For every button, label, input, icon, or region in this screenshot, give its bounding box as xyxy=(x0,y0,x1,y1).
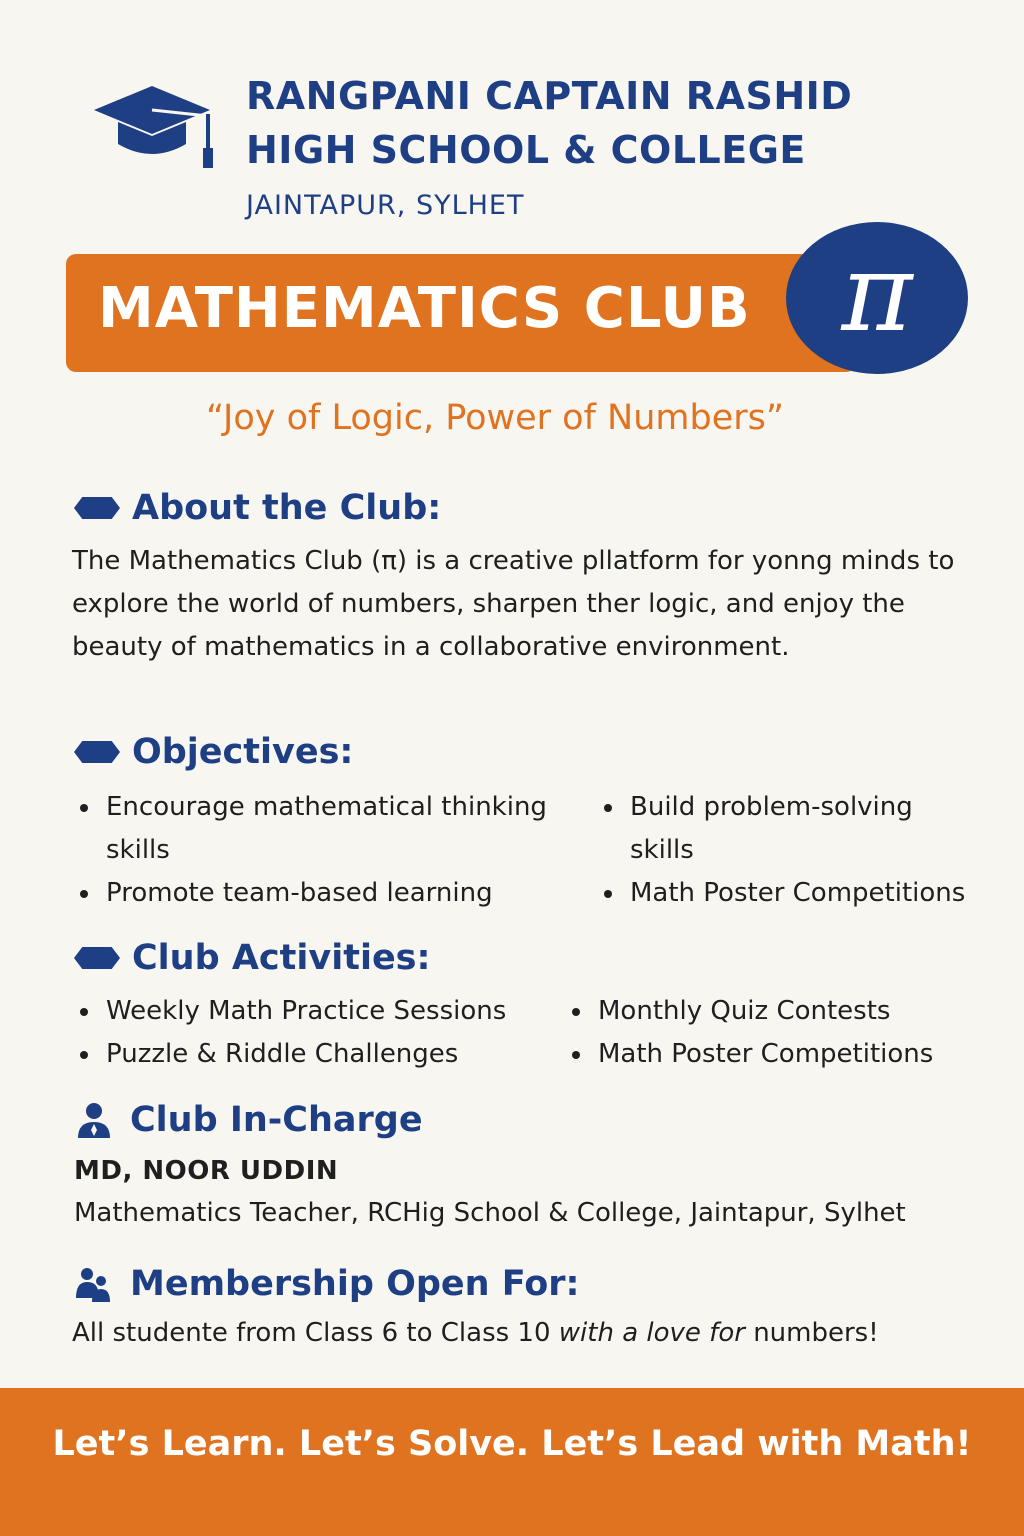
membership-heading-label: Membership Open For: xyxy=(130,1264,580,1304)
about-heading-label: About the Club: xyxy=(132,488,442,528)
activities-heading-label: Club Activities: xyxy=(132,938,431,978)
list-item: Encourage mathematical thinking skills xyxy=(76,786,576,872)
hexagon-bullet-icon xyxy=(74,947,120,969)
list-item: Promote team-based learning xyxy=(76,872,576,915)
group-icon xyxy=(74,1264,114,1304)
club-title: MATHEMATICS CLUB xyxy=(98,276,751,341)
hexagon-bullet-icon xyxy=(74,497,120,519)
in-charge-heading xyxy=(74,1100,423,1140)
activities-list-right xyxy=(568,990,998,1076)
school-location: JAINTAPUR, SYLHET xyxy=(246,190,525,221)
activities-heading xyxy=(74,938,431,978)
in-charge-role: Mathematics Teacher, RCHig School & College, Jaintapur, Sylhet xyxy=(74,1198,906,1228)
hexagon-bullet-icon xyxy=(74,741,120,763)
membership-text-emphasis: with a love for xyxy=(558,1318,745,1348)
activities-list-left xyxy=(76,990,576,1076)
list-item: Monthly Quiz Contests xyxy=(568,990,998,1033)
membership-text-start: All studente from Class 6 to Class 10 xyxy=(72,1318,559,1348)
about-heading xyxy=(74,488,441,528)
pi-badge xyxy=(786,222,968,374)
list-item: Build problem-solving skills xyxy=(600,786,960,872)
in-charge-name: MD, NOOR UDDIN xyxy=(74,1156,339,1186)
list-item: Math Poster Competitions xyxy=(600,872,1010,915)
pi-symbol: π xyxy=(841,231,913,356)
footer-slogan: Let’s Learn. Let’s Solve. Let’s Lead with Math! xyxy=(52,1424,972,1464)
list-item: Math Poster Competitions xyxy=(568,1033,998,1076)
objectives-list-right xyxy=(600,786,1010,915)
school-name-line1: RANGPANI CAPTAIN RASHID xyxy=(246,74,853,118)
about-text: The Mathematics Club (π) is a creative pllatform for yonng minds to explore the world of numbers, sharpen ther logic, and enjoy the beauty of mathematics in a collaborative environment. xyxy=(72,546,955,662)
footer-banner xyxy=(0,1388,1024,1536)
person-icon xyxy=(74,1100,114,1140)
objectives-list-left xyxy=(76,786,576,915)
objectives-heading-label: Objectives: xyxy=(132,732,354,772)
membership-text-end: numbers! xyxy=(744,1318,879,1348)
objectives-heading xyxy=(74,732,353,772)
list-item: Puzzle & Riddle Challenges xyxy=(76,1033,576,1076)
club-motto: “Joy of Logic, Power of Numbers” xyxy=(206,398,784,438)
membership-text xyxy=(72,1318,879,1348)
graduation-cap-icon xyxy=(90,78,230,172)
membership-heading xyxy=(74,1264,580,1304)
school-name-line2: HIGH SCHOOL & COLLEGE xyxy=(246,128,806,172)
list-item: Weekly Math Practice Sessions xyxy=(76,990,576,1033)
in-charge-heading-label: Club In-Charge xyxy=(130,1100,423,1140)
